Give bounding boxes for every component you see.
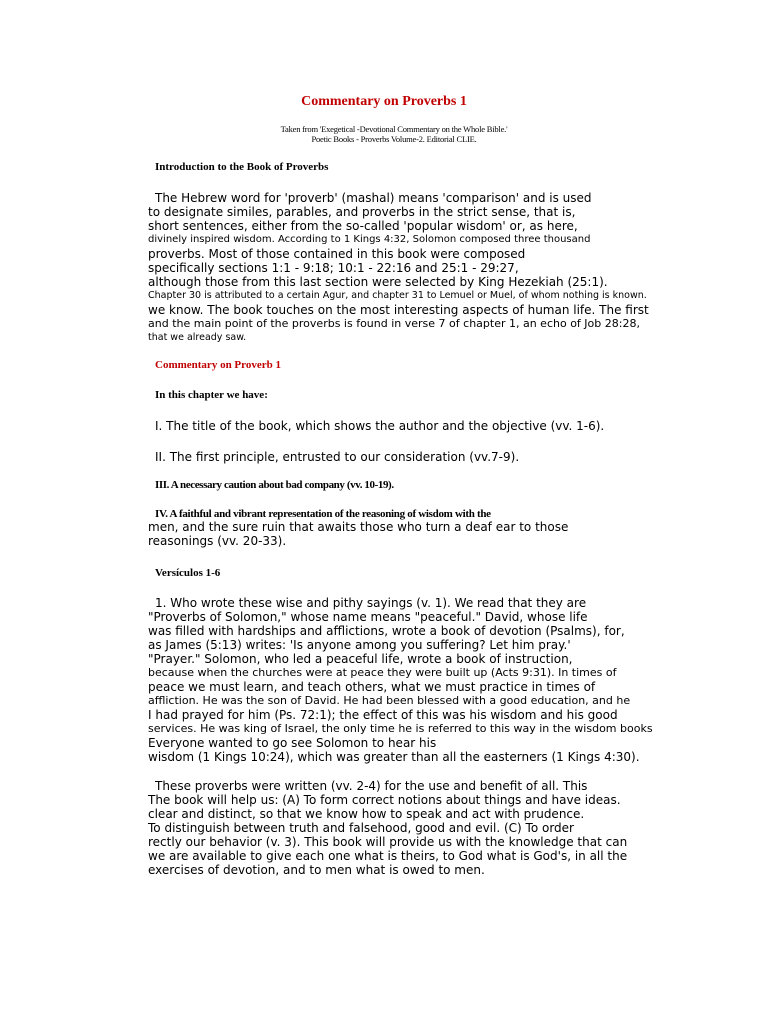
paragraph-line: that we already saw. <box>148 332 247 343</box>
paragraph-line: IV. A faithful and vibrant representation of the reasoning of wisdom with the <box>155 508 491 520</box>
paragraph-line: I had prayed for him (Ps. 72:1); the effect of this was his wisdom and his good <box>148 708 618 722</box>
paragraph-line: II. The first principle, entrusted to our consideration (vv.7-9). <box>155 450 520 464</box>
intro-paragraph <box>148 191 728 345</box>
paragraph-line: wisdom (1 Kings 10:24), which was greater than all the easterners (1 Kings 4:30). <box>148 750 640 764</box>
document-title: Commentary on Proverbs 1 <box>301 94 467 109</box>
outline-point-4 <box>148 508 728 548</box>
paragraph-line: men, and the sure ruin that awaits those who turn a deaf ear to those <box>148 520 569 534</box>
paragraph-line: The book will help us: (A) To form correct notions about things and have ideas. <box>148 793 621 807</box>
verses-heading: Versículos 1-6 <box>155 567 221 579</box>
paragraph-line: we are available to give each one what is theirs, to God what is God's, in all the <box>148 849 628 863</box>
paragraph-line: "Proverbs of Solomon," whose name means "peaceful." David, whose life <box>148 610 588 624</box>
verses-paragraph <box>148 596 728 764</box>
paragraph-line: The Hebrew word for 'proverb' (mashal) means 'comparison' and is used <box>155 191 592 205</box>
intro-heading: Introduction to the Book of Proverbs <box>155 161 329 173</box>
paragraph-line: was filled with hardships and afflictions, wrote a book of devotion (Psalms), for, <box>148 624 625 638</box>
source-citation <box>0 124 768 144</box>
paragraph-line: "Prayer." Solomon, who led a peaceful life, wrote a book of instruction, <box>148 652 573 666</box>
paragraph-line: although those from this last section were selected by King Hezekiah (25:1). <box>148 275 608 289</box>
paragraph-line: and the main point of the proverbs is found in verse 7 of chapter 1, an echo of Job 28:28, <box>148 317 640 330</box>
paragraph-line: These proverbs were written (vv. 2-4) for the use and benefit of all. This <box>155 779 588 793</box>
source-line: Taken from 'Exegetical -Devotional Commentary on the Whole Bible.' <box>280 124 508 134</box>
paragraph-line: short sentences, either from the so-called 'popular wisdom' or, as here, <box>148 219 578 233</box>
paragraph-line: rectly our behavior (v. 3). This book will provide us with the knowledge that can <box>148 835 628 849</box>
outline-point-3: III. A necessary caution about bad company (vv. 10-19). <box>155 479 394 491</box>
paragraph-line: I. The title of the book, which shows the author and the objective (vv. 1-6). <box>155 419 605 433</box>
paragraph-line: exercises of devotion, and to men what is owed to men. <box>148 863 485 877</box>
paragraph-line: to designate similes, parables, and proverbs in the strict sense, that is, <box>148 205 576 219</box>
paragraph-line: services. He was king of Israel, the only time he is referred to this way in the wisdom books <box>148 722 653 735</box>
paragraph-line: specifically sections 1:1 - 9:18; 10:1 - 22:16 and 25:1 - 29:27, <box>148 261 519 275</box>
paragraph-line: we know. The book touches on the most interesting aspects of human life. The first <box>148 303 649 317</box>
chapter-heading: In this chapter we have: <box>155 389 268 401</box>
source-line: Poetic Books - Proverbs Volume-2. Editorial CLIE. <box>311 134 477 144</box>
paragraph-line: affliction. He was the son of David. He had been blessed with a good education, and he <box>148 694 631 707</box>
paragraph-line: peace we must learn, and teach others, what we must practice in times of <box>148 680 596 694</box>
paragraph-line: clear and distinct, so that we know how to speak and act with prudence. <box>148 807 585 821</box>
proverbs-paragraph <box>148 779 728 877</box>
paragraph-line: reasonings (vv. 20-33). <box>148 534 287 548</box>
paragraph-line: proverbs. Most of those contained in this book were composed <box>148 247 526 261</box>
outline-point-1 <box>148 419 728 433</box>
paragraph-line: because when the churches were at peace they were built up (Acts 9:31). In times of <box>148 666 617 679</box>
outline-point-2 <box>148 450 728 464</box>
paragraph-line: To distinguish between truth and falsehood, good and evil. (C) To order <box>148 821 574 835</box>
commentary-heading: Commentary on Proverb 1 <box>155 359 281 371</box>
paragraph-line: Chapter 30 is attributed to a certain Agur, and chapter 31 to Lemuel or Muel, of whom nothing is known. <box>148 290 647 301</box>
paragraph-line: Everyone wanted to go see Solomon to hear his <box>148 736 437 750</box>
paragraph-line: as James (5:13) writes: 'Is anyone among you suffering? Let him pray.' <box>148 638 571 652</box>
paragraph-line: 1. Who wrote these wise and pithy sayings (v. 1). We read that they are <box>155 596 587 610</box>
paragraph-line: divinely inspired wisdom. According to 1 Kings 4:32, Solomon composed three thousand <box>148 234 591 245</box>
